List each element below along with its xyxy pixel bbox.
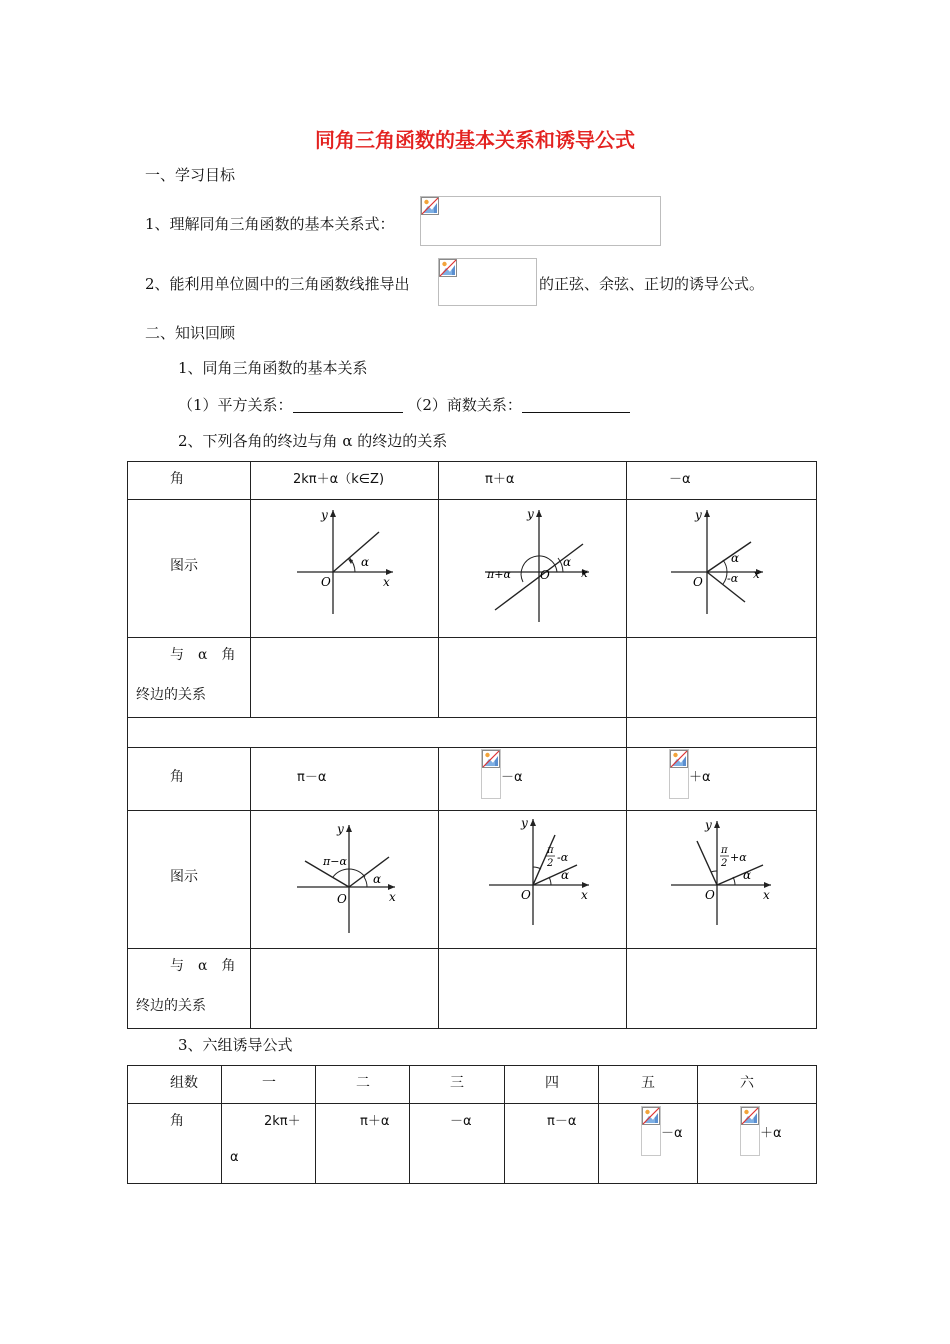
- angle-image: [669, 749, 689, 799]
- header-group: 组数: [170, 1075, 198, 1091]
- alpha-label: α: [731, 551, 740, 565]
- table-row: [128, 500, 817, 638]
- angle-minus-alpha: －α: [669, 472, 691, 487]
- header-5: 五: [641, 1075, 655, 1091]
- square-relation: [178, 394, 630, 415]
- header-1: 一: [262, 1075, 276, 1091]
- angle-expression-image: [438, 258, 537, 306]
- cell: [128, 638, 251, 718]
- cell: [505, 1104, 599, 1184]
- table-row: [128, 1104, 817, 1184]
- cell: [698, 1104, 817, 1184]
- cell: [251, 462, 439, 500]
- minus-alpha-label: -α: [557, 851, 569, 864]
- table-row: [128, 949, 817, 1029]
- row-label-angle: 角: [170, 1113, 184, 1129]
- broken-image-icon: [642, 1107, 660, 1125]
- angle-group-6: ＋α: [760, 1126, 782, 1141]
- cell: [439, 462, 627, 500]
- row-label-relation-2: 终边的关系: [136, 687, 206, 703]
- x-axis-label: x: [389, 890, 396, 904]
- angle-pi-plus-alpha: π＋α: [485, 472, 515, 487]
- cell: [627, 500, 817, 638]
- origin-label: O: [337, 892, 347, 906]
- angle-image: [740, 1106, 760, 1156]
- diagram-2kpi-plus-alpha: [293, 502, 413, 620]
- broken-image-icon: [670, 750, 688, 768]
- alpha-label: α: [373, 872, 382, 886]
- plus-alpha-label: +α: [730, 851, 747, 864]
- angle-group-5: －α: [661, 1126, 683, 1141]
- angle-group-2: π＋α: [360, 1114, 390, 1129]
- row-label-relation: 与 α 角: [170, 647, 236, 663]
- diagram-pi-plus-alpha: [481, 500, 606, 625]
- header-cell: [410, 1066, 505, 1104]
- alpha-label: α: [561, 868, 570, 882]
- origin-label: O: [693, 575, 703, 589]
- angle-2kpi-plus-alpha: 2kπ＋α（k∈Z): [293, 472, 385, 487]
- diagram-minus-alpha: [667, 502, 792, 620]
- cell: [222, 1104, 316, 1184]
- answer-cell[interactable]: [251, 949, 439, 1029]
- angle-group-1-alpha: α: [230, 1150, 239, 1165]
- y-axis-label: y: [705, 818, 712, 832]
- square-relation-label: （1）平方关系：: [178, 396, 293, 414]
- review-sub-2: 2、下列各角的终边与角 α 的终边的关系: [178, 432, 448, 450]
- square-relation-blank[interactable]: [293, 398, 403, 413]
- origin-label: O: [321, 575, 331, 589]
- header-2: 二: [356, 1075, 370, 1091]
- angle-pi-minus-alpha: π－α: [297, 770, 327, 785]
- cell: [599, 1104, 698, 1184]
- review-sub-1: 1、同角三角函数的基本关系: [178, 359, 368, 377]
- table-row: [128, 1066, 817, 1104]
- alpha-label: α: [361, 555, 370, 569]
- quotient-relation-blank[interactable]: [522, 398, 630, 413]
- header-cell: [316, 1066, 410, 1104]
- y-axis-label: y: [695, 508, 702, 522]
- alpha-label: α: [743, 868, 752, 882]
- cell: [128, 718, 627, 748]
- page-title: 同角三角函数的基本关系和诱导公式: [315, 128, 635, 152]
- answer-cell[interactable]: [627, 949, 817, 1029]
- goal-2-end: 的正弦、余弦、正切的诱导公式。: [539, 275, 765, 293]
- section-review-heading: 二、知识回顾: [145, 324, 236, 342]
- answer-cell[interactable]: [439, 949, 627, 1029]
- cell: [410, 1104, 505, 1184]
- header-cell: [128, 1066, 222, 1104]
- row-label-angle: 角: [170, 769, 184, 785]
- half-pi-numerator: π: [721, 845, 728, 856]
- origin-label: O: [705, 888, 715, 902]
- pi-plus-alpha-label: π+α: [487, 568, 511, 581]
- review-sub-3: 3、六组诱导公式: [178, 1036, 293, 1054]
- cell: [627, 748, 817, 811]
- row-label-figure: 图示: [170, 869, 198, 885]
- goal-2-start: 2、能利用单位圆中的三角函数线推导出: [145, 275, 410, 293]
- half-pi-denominator: 2: [547, 858, 554, 869]
- cell: [627, 718, 817, 748]
- cell: [251, 811, 439, 949]
- terminal-side-table: [127, 461, 817, 1029]
- y-axis-label: y: [527, 507, 534, 521]
- header-cell: [222, 1066, 316, 1104]
- header-6: 六: [740, 1075, 754, 1091]
- cell: [251, 748, 439, 811]
- angle-image: [481, 749, 501, 799]
- answer-cell[interactable]: [627, 638, 817, 718]
- pi-minus-alpha-label: π−α: [323, 855, 347, 868]
- formula-image: [420, 196, 661, 246]
- alpha-label: α: [563, 555, 572, 569]
- induction-formula-table: [127, 1065, 817, 1184]
- table-row: [128, 748, 817, 811]
- cell: [439, 811, 627, 949]
- minus-alpha-label: -α: [727, 572, 739, 585]
- x-axis-label: x: [383, 575, 390, 589]
- y-axis-label: y: [337, 822, 344, 836]
- diagram-half-pi-minus-alpha: [485, 813, 610, 931]
- angle-half-pi-plus-alpha: ＋α: [689, 770, 711, 785]
- origin-label: O: [540, 568, 550, 582]
- section-goals-heading: 一、学习目标: [145, 166, 236, 184]
- table-row: [128, 462, 817, 500]
- x-axis-label: x: [753, 567, 760, 581]
- broken-image-icon: [741, 1107, 759, 1125]
- x-axis-label: x: [763, 888, 770, 902]
- cell: [439, 748, 627, 811]
- broken-image-icon: [439, 259, 457, 277]
- cell: [439, 500, 627, 638]
- row-label-figure: 图示: [170, 558, 198, 574]
- y-axis-label: y: [321, 508, 328, 522]
- angle-half-pi-minus-alpha: －α: [501, 770, 523, 785]
- cell: [128, 811, 251, 949]
- header-cell: [599, 1066, 698, 1104]
- header-cell: [698, 1066, 817, 1104]
- half-pi-numerator: π: [547, 845, 554, 856]
- angle-group-4: π－α: [547, 1114, 577, 1129]
- x-axis-label: x: [581, 566, 588, 580]
- cell: [128, 748, 251, 811]
- answer-cell[interactable]: [439, 638, 627, 718]
- header-cell: [505, 1066, 599, 1104]
- cell: [316, 1104, 410, 1184]
- half-pi-denominator: 2: [721, 858, 728, 869]
- angle-image: [641, 1106, 661, 1156]
- goal-1: 1、理解同角三角函数的基本关系式：: [145, 215, 395, 233]
- diagram-pi-minus-alpha: [293, 821, 413, 939]
- angle-group-3: －α: [450, 1114, 472, 1129]
- table-row: [128, 638, 817, 718]
- quotient-relation-label: （2）商数关系：: [407, 396, 522, 414]
- row-label-angle: 角: [170, 471, 184, 487]
- cell: [251, 500, 439, 638]
- row-label-relation: 与 α 角: [170, 958, 236, 974]
- broken-image-icon: [482, 750, 500, 768]
- table-row: [128, 811, 817, 949]
- diagram-half-pi-plus-alpha: [667, 813, 792, 931]
- x-axis-label: x: [581, 888, 588, 902]
- answer-cell[interactable]: [251, 638, 439, 718]
- cell: [128, 1104, 222, 1184]
- angle-group-1: 2kπ＋: [264, 1114, 301, 1129]
- cell: [627, 811, 817, 949]
- cell: [128, 949, 251, 1029]
- table-row: [128, 718, 817, 748]
- header-4: 四: [545, 1075, 559, 1091]
- broken-image-icon: [421, 197, 439, 215]
- row-label-relation-2: 终边的关系: [136, 998, 206, 1014]
- cell: [128, 462, 251, 500]
- cell: [627, 462, 817, 500]
- y-axis-label: y: [521, 816, 528, 830]
- cell: [128, 500, 251, 638]
- header-3: 三: [450, 1075, 464, 1091]
- origin-label: O: [521, 888, 531, 902]
